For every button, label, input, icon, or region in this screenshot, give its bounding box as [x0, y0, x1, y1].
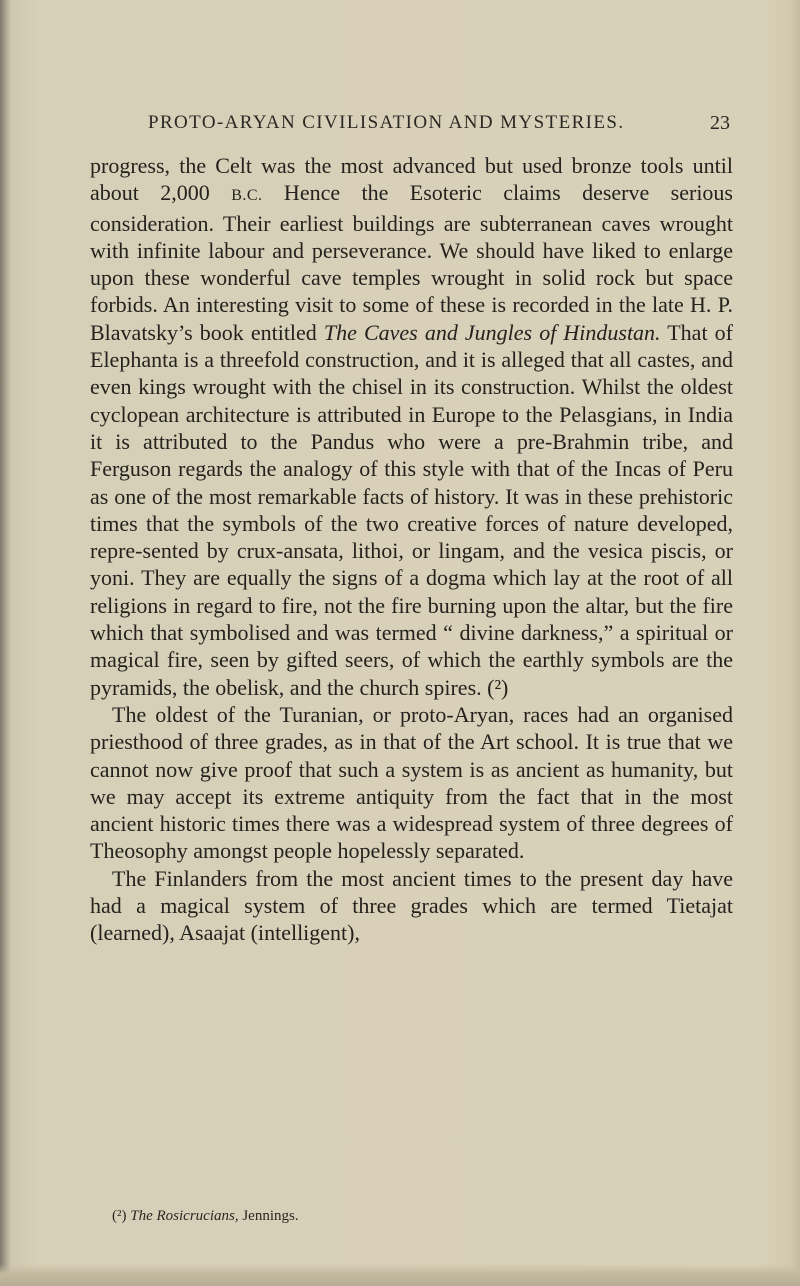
body-text: [90, 152, 733, 947]
page-number: 23: [710, 112, 730, 134]
small-caps-text: B.C.: [231, 187, 263, 205]
italic-title: The Caves and Jungles of Hindustan.: [323, 319, 661, 345]
footnote-marker: (²): [112, 1208, 127, 1224]
page-gutter-shadow: [0, 0, 10, 1286]
running-head-title: PROTO-ARYAN CIVILISATION AND MYSTERIES.: [148, 112, 625, 133]
page-bottom-edge: [0, 1264, 800, 1286]
text-segment: The oldest of the Turanian, or proto-Aryan, races had an organised priesthood of three grades, as in that of the Art school. It is true that we cannot now give proof that such a system is as ancient as humanity, but we may accept its extreme antiquity from the fact that in the most ancient historic times there was a widespread system of three degrees of Theosophy amongst people hopelessly separated.: [90, 701, 733, 864]
text-segment: The Finlanders from the most ancient times to the present day have had a magical system of three grades which are termed Tietajat (learned), Asaajat (intelligent),: [90, 865, 733, 946]
paragraph: [90, 701, 733, 865]
text-segment: That of Elephanta is a threefold construction, and it is alleged that all castes, and even kings wrought with the chisel in its construction. Whilst the oldest cyclopean architecture is attributed in Europe to the Pelasgians, in India it is attributed to the Pandus who were a pre-Brahmin tribe, and Ferguson regards the analogy of this style with that of the Incas of Peru as one of the most remarkable facts of history. It was in these prehistoric times that the symbols of the two creative forces of nature developed, repre-sented by crux-ansata, lithoi, or lingam, and the vesica piscis, or yoni. They are equally the signs of a dogma which lay at the root of all religions in regard to fire, not the fire burning upon the altar, but the fire which that symbolised and was termed “ divine darkness,” a spiritual or magical fire, seen by gifted seers, of which the earthly symbols are the pyramids, the obelisk, and the church spires. (²): [90, 319, 733, 700]
text-segment: Hence the Esoteric claims deserve serious consideration. Their earliest buildings are subterranean caves wrought with infinite labour and perseverance. We should have liked to enlarge upon these wonderful cave temples wrought in solid rock but space forbids. An interesting visit to some of these is recorded in the late H. P. Blavatsky’s book entitled: [90, 180, 733, 345]
footnote: [112, 1208, 299, 1225]
text-segment: progress, the Celt was the most advanced but used bronze tools until about 2,000: [90, 153, 733, 206]
footnote-title: The Rosicrucians,: [130, 1208, 239, 1224]
paragraph: [90, 152, 733, 701]
footnote-author: Jennings.: [242, 1208, 299, 1224]
paragraph: [90, 865, 733, 947]
running-head: [90, 112, 730, 142]
